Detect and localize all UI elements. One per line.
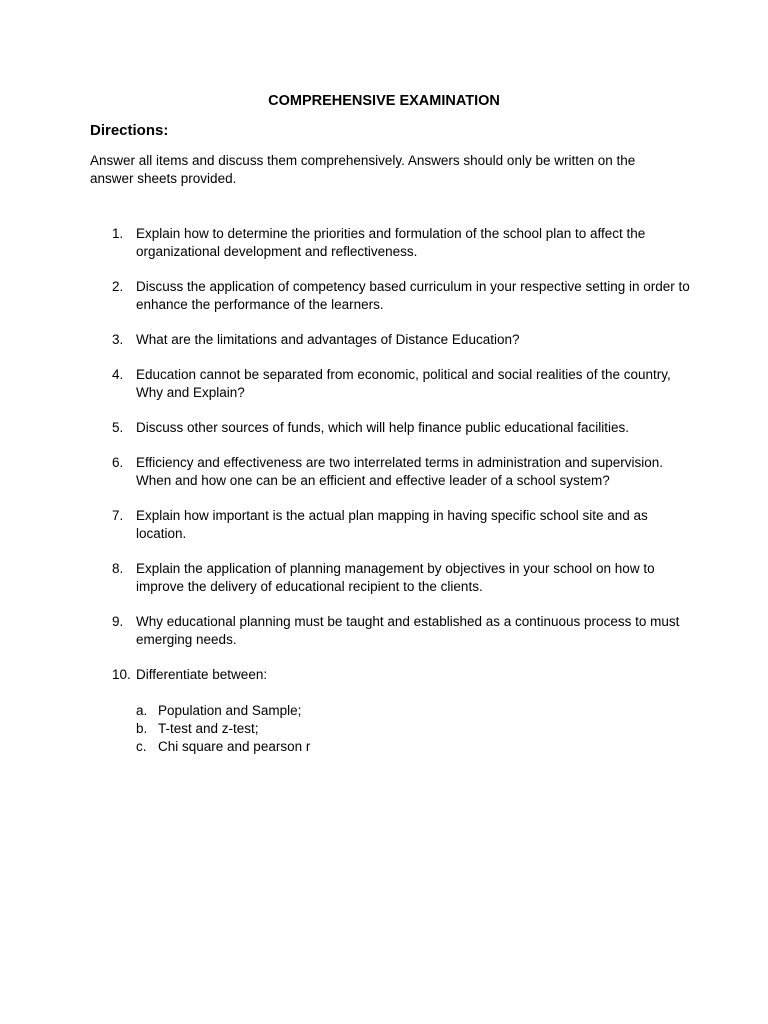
question-item <box>90 419 690 437</box>
question-item <box>90 454 690 490</box>
subitem-list <box>136 702 690 756</box>
directions-text: Answer all items and discuss them comprehensively. Answers should only be written on the answer sheets provided. <box>90 153 636 186</box>
question-number: 8. <box>112 561 124 576</box>
question-number: 1. <box>112 226 124 241</box>
subitem <box>136 702 690 720</box>
subitem-text: Population and Sample; <box>158 703 302 718</box>
question-number: 5. <box>112 420 124 435</box>
subitem-letter: c. <box>136 739 147 754</box>
question-item <box>90 666 690 756</box>
subitem-letter: b. <box>136 721 148 736</box>
directions-heading: Directions: <box>90 122 169 139</box>
subitem <box>136 720 690 738</box>
question-text: Efficiency and effectiveness are two interrelated terms in administration and supervision. When and how one can be an efficient and effective leader of a school system? <box>136 455 664 488</box>
subitem-text: T-test and z-test; <box>158 721 259 736</box>
question-number: 4. <box>112 367 124 382</box>
question-item <box>90 225 690 261</box>
question-number: 3. <box>112 332 124 347</box>
question-text: Explain how to determine the priorities and formulation of the school plan to affect the organizational development and reflectiveness. <box>136 226 646 259</box>
question-text: Why educational planning must be taught and established as a continuous process to must emerging needs. <box>136 614 680 647</box>
question-number: 6. <box>112 455 124 470</box>
document-title: COMPREHENSIVE EXAMINATION <box>268 93 500 109</box>
question-item <box>90 278 690 314</box>
question-item <box>90 560 690 596</box>
question-text: What are the limitations and advantages of Distance Education? <box>136 332 520 347</box>
question-number: 10. <box>112 667 131 682</box>
subitem <box>136 738 690 756</box>
question-item <box>90 507 690 543</box>
question-item <box>90 613 690 649</box>
question-number: 7. <box>112 508 124 523</box>
question-item <box>90 331 690 349</box>
subitem-text: Chi square and pearson r <box>158 739 311 754</box>
question-text: Discuss the application of competency based curriculum in your respective setting in order to enhance the performance of the learners. <box>136 279 690 312</box>
question-text: Differentiate between: <box>136 667 268 682</box>
question-item <box>90 366 690 402</box>
question-number: 9. <box>112 614 124 629</box>
question-text: Explain the application of planning management by objectives in your school on how to improve the delivery of educational recipient to the clients. <box>136 561 655 594</box>
subitem-letter: a. <box>136 703 148 718</box>
question-text: Explain how important is the actual plan mapping in having specific school site and as location. <box>136 508 648 541</box>
question-text: Discuss other sources of funds, which will help finance public educational facilities. <box>136 420 630 435</box>
question-list <box>90 225 690 773</box>
question-number: 2. <box>112 279 124 294</box>
question-text: Education cannot be separated from economic, political and social realities of the country, Why and Explain? <box>136 367 671 400</box>
